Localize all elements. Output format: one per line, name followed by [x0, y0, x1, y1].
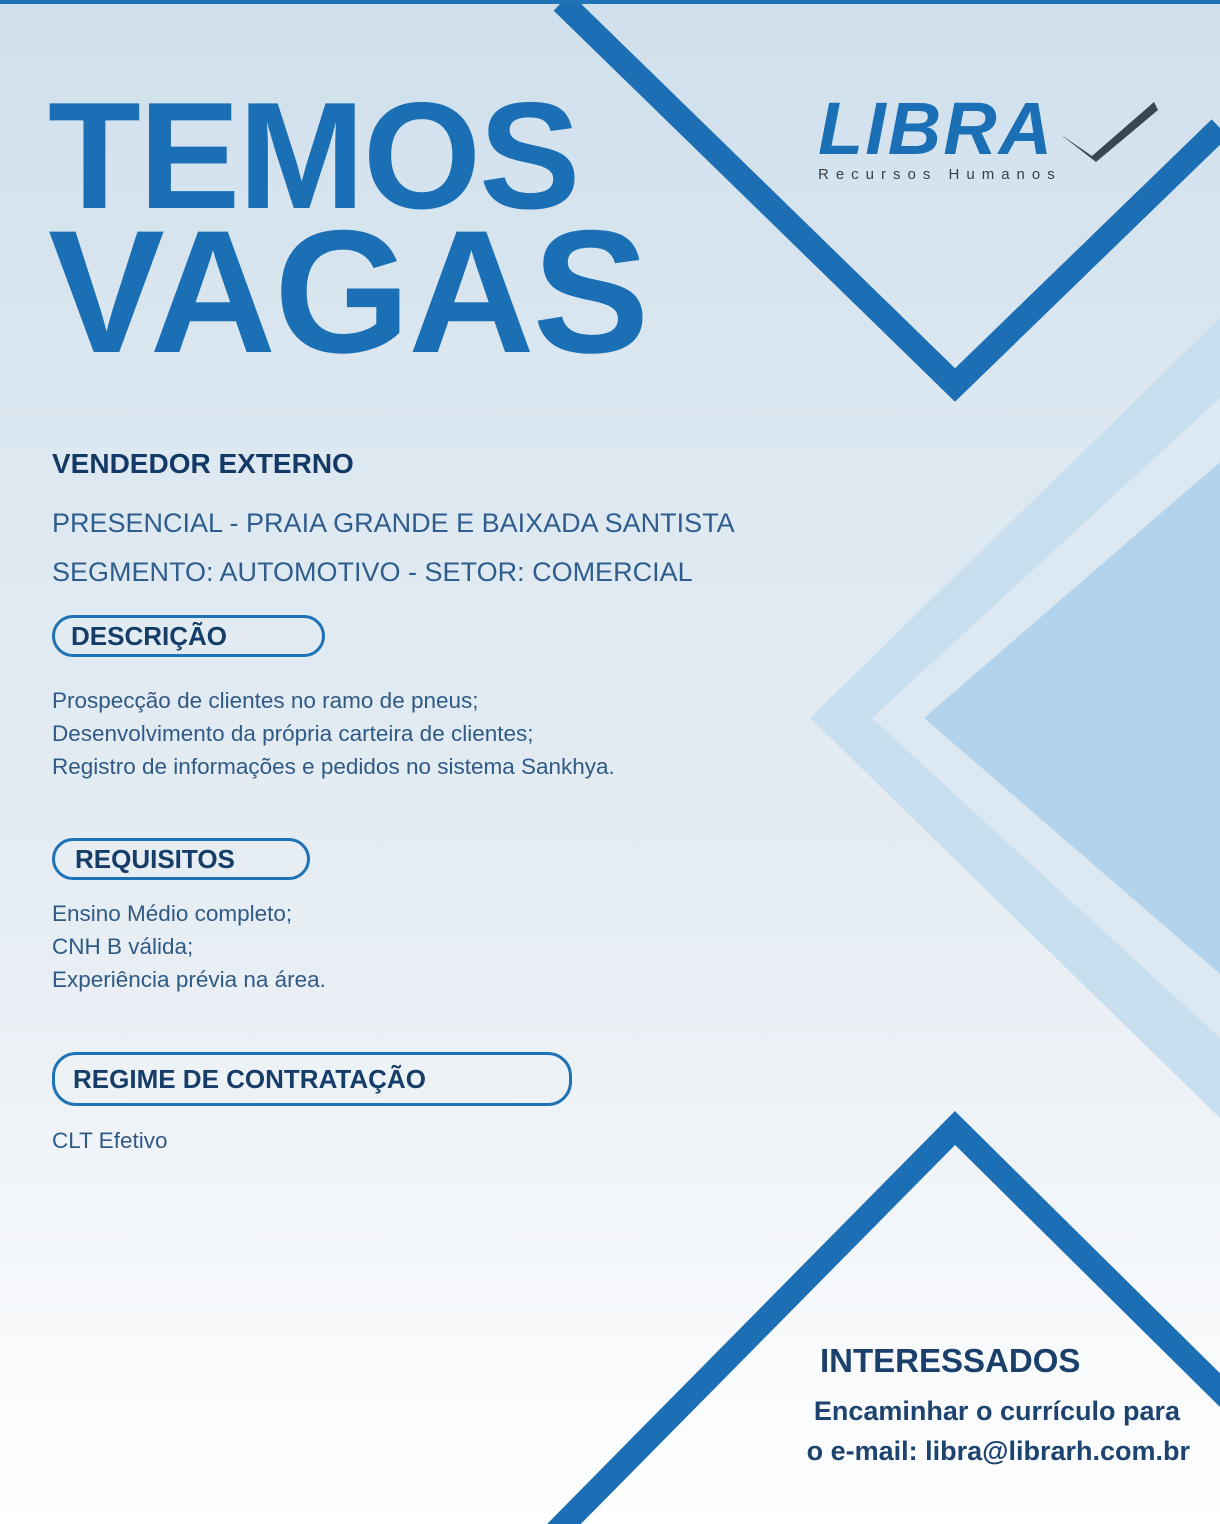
list-item: Registro de informações e pedidos no sistema Sankhya. [52, 754, 615, 779]
section-label-regime: REGIME DE CONTRATAÇÃO [52, 1052, 572, 1106]
top-v-line [562, 2, 1220, 385]
logo-subtitle: Recursos Humanos [818, 166, 1062, 183]
list-item: Desenvolvimento da própria carteira de clientes; [52, 721, 534, 746]
logo-wordmark: LIBRA [818, 87, 1055, 170]
cta-email: o e-mail: libra@librarh.com.br [806, 1436, 1190, 1466]
requirements-list [52, 897, 326, 996]
headline-vagas: VAGAS [48, 195, 648, 390]
cta-instruction: Encaminhar o currículo para [813, 1396, 1180, 1426]
job-title: VENDEDOR EXTERNO [52, 448, 354, 479]
section-label-description: DESCRIÇÃO [52, 615, 325, 657]
description-list [52, 684, 615, 783]
logo-swoosh-icon [1052, 94, 1162, 164]
top-border [0, 0, 1220, 4]
section-label-requirements: REQUISITOS [52, 838, 310, 880]
job-location: PRESENCIAL - PRAIA GRANDE E BAIXADA SANTISTA [52, 508, 735, 538]
headline-temos: TEMOS [48, 71, 579, 241]
list-item: Experiência prévia na área. [52, 967, 326, 992]
list-item: CNH B válida; [52, 934, 194, 959]
list-item: Prospecção de clientes no ramo de pneus; [52, 688, 479, 713]
libra-logo [812, 87, 1162, 192]
regime-value: CLT Efetivo [52, 1128, 168, 1153]
list-item: Ensino Médio completo; [52, 901, 293, 926]
job-segment: SEGMENTO: AUTOMOTIVO - SETOR: COMERCIAL [52, 557, 693, 587]
cta-title: INTERESSADOS [820, 1342, 1081, 1379]
